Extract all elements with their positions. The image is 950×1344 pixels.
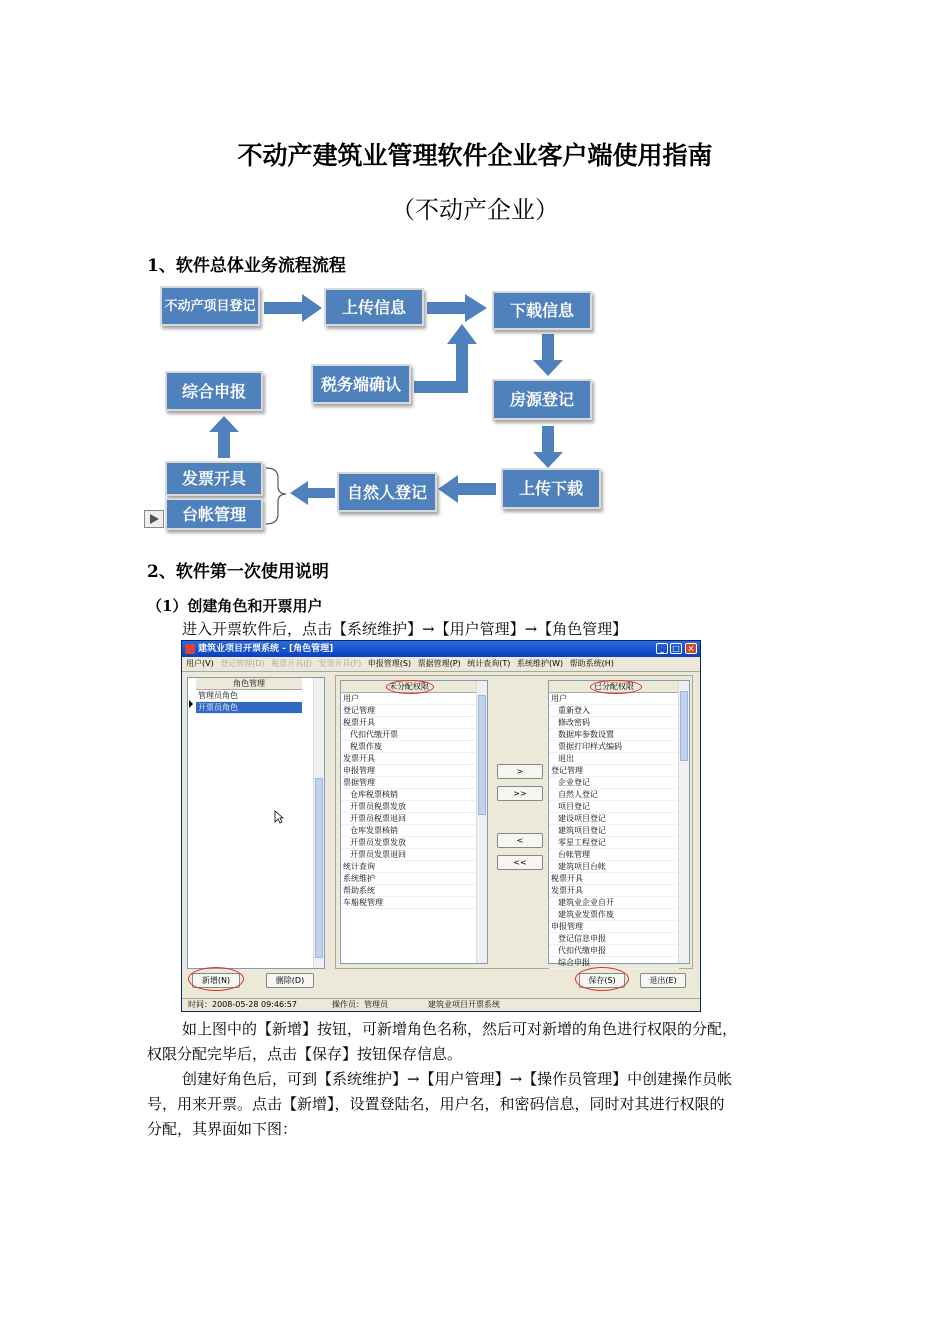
unassigned-permission-item[interactable]: 发票开具 (341, 753, 477, 765)
assigned-permission-item[interactable]: 登记信息申报 (549, 933, 679, 945)
arrow-left-1 (438, 475, 496, 503)
menu-bar (182, 657, 700, 672)
paragraph-add-role (147, 1017, 807, 1067)
unassigned-scrollbar[interactable] (476, 681, 487, 963)
unassigned-header: 未分配权限 (341, 681, 477, 693)
arrow-right-1 (264, 294, 322, 322)
flow-node-tax-confirm: 税务端确认 (311, 364, 411, 404)
status-time: 时间：2008-05-28 09:46:57 (188, 1000, 297, 1009)
menu-invoice[interactable]: 发票开具(F) (318, 659, 362, 668)
document-subtitle: （不动产企业） (391, 196, 559, 224)
highlight-circle-save (575, 967, 629, 991)
menu-register[interactable]: 登记管理(D) (220, 659, 265, 668)
unassigned-permission-item[interactable]: 车船税管理 (341, 897, 477, 909)
highlight-circle-unassigned (386, 680, 434, 694)
row-pointer-icon (189, 700, 193, 708)
highlight-circle-assigned (590, 680, 642, 694)
status-bar (182, 998, 700, 1011)
assigned-permission-item[interactable]: 建筑项目登记 (549, 825, 679, 837)
menu-statistics[interactable]: 统计查询(T) (467, 659, 511, 668)
unassigned-permission-item[interactable]: 开票员税票退回 (341, 813, 477, 825)
arrow-down-1 (533, 334, 563, 376)
unassigned-permission-item[interactable]: 申报管理 (341, 765, 477, 777)
assigned-permission-item[interactable]: 登记管理 (549, 765, 679, 777)
paragraph-create-operator-line3: 分配，其界面如下图： (147, 1120, 298, 1138)
assigned-permission-item[interactable]: 企业登记 (549, 777, 679, 789)
assigned-permission-item[interactable]: 自然人登记 (549, 789, 679, 801)
unassigned-permission-item[interactable]: 登记管理 (341, 705, 477, 717)
flow-node-upload-download: 上传下载 (501, 468, 601, 509)
arrow-down-2 (533, 426, 563, 468)
flow-node-upload-info: 上传信息 (324, 288, 424, 326)
assigned-scrollbar[interactable] (678, 681, 689, 963)
arrow-left-2 (290, 481, 335, 505)
unassigned-permissions-list (340, 680, 488, 964)
unassigned-permission-item[interactable]: 开票员发票发放 (341, 837, 477, 849)
save-button[interactable]: 保存(S) (579, 973, 625, 988)
assigned-permission-item[interactable]: 数据库参数设置 (549, 729, 679, 741)
assigned-permissions-list (548, 680, 690, 967)
menu-bills[interactable]: 票据管理(P) (417, 659, 461, 668)
flowchart (140, 282, 620, 532)
assigned-permission-item[interactable]: 建筑业企业自开 (549, 897, 679, 909)
close-button[interactable]: × (685, 643, 697, 654)
unassigned-permission-item[interactable]: 系统维护 (341, 873, 477, 885)
assigned-permission-item[interactable]: 税票开具 (549, 873, 679, 885)
mouse-cursor-icon (274, 810, 284, 824)
move-selected-left-button[interactable]: < (497, 833, 543, 848)
bracket-line (266, 468, 286, 524)
paragraph-add-role-line2: 权限分配完毕后，点击【保存】按钮保存信息。 (147, 1045, 463, 1063)
minimize-button[interactable]: _ (656, 643, 668, 654)
unassigned-permission-item[interactable]: 开票员税票发放 (341, 801, 477, 813)
move-selected-right-button[interactable]: > (497, 764, 543, 779)
subsection-heading-1: （1）创建角色和开票用户 (147, 597, 323, 615)
assigned-permission-item[interactable]: 重新登入 (549, 705, 679, 717)
assigned-permission-item[interactable]: 综合申报 (549, 957, 679, 969)
role-item-invoicer[interactable]: 开票员角色 (196, 702, 302, 714)
highlight-circle-add (188, 967, 244, 991)
role-list-scrollbar[interactable] (313, 678, 324, 968)
assigned-permission-item[interactable]: 发票开具 (549, 885, 679, 897)
role-list-panel (187, 677, 325, 969)
role-list-header: 角色管理 (196, 678, 302, 690)
assigned-permission-item[interactable]: 票据打印样式编码 (549, 741, 679, 753)
app-logo-icon (185, 644, 195, 654)
section-heading-2: 2、软件第一次使用说明 (147, 562, 329, 582)
unassigned-permission-item[interactable]: 仓库发票核销 (341, 825, 477, 837)
unassigned-permission-item[interactable]: 票据管理 (341, 777, 477, 789)
paragraph-intro: 进入开票软件后，点击【系统维护】→【用户管理】→【角色管理】 (182, 620, 628, 638)
arrow-up-1 (209, 416, 239, 458)
maximize-button[interactable]: □ (670, 643, 682, 654)
role-item-admin[interactable]: 管理员角色 (196, 690, 302, 702)
menu-user[interactable]: 用户(V) (186, 659, 214, 668)
unassigned-permission-item[interactable]: 用户 (341, 693, 477, 705)
paragraph-create-operator (147, 1067, 807, 1142)
unassigned-permission-item[interactable]: 税票开具 (341, 717, 477, 729)
flow-node-comprehensive-report: 综合申报 (165, 371, 263, 411)
paragraph-create-operator-line1: 创建好角色后，可到【系统维护】→【用户管理】→【操作员管理】中创建操作员帐 (182, 1070, 733, 1088)
unassigned-permission-item[interactable]: 帮助系统 (341, 885, 477, 897)
assigned-permission-item[interactable]: 建筑项目台帐 (549, 861, 679, 873)
unassigned-permission-item[interactable]: 代扣代缴开票 (341, 729, 477, 741)
unassigned-permission-item[interactable]: 仓库税票核销 (341, 789, 477, 801)
flow-node-ledger: 台帐管理 (165, 498, 263, 530)
assigned-permission-item[interactable]: 修改密码 (549, 717, 679, 729)
flow-node-housing-register: 房源登记 (492, 379, 592, 420)
delete-button[interactable]: 删除(D) (266, 973, 314, 988)
assigned-permission-item[interactable]: 建筑业发票作废 (549, 909, 679, 921)
paragraph-add-role-line1: 如上图中的【新增】按钮，可新增角色名称，然后可对新增的角色进行权限的分配， (182, 1020, 738, 1038)
role-management-window (181, 640, 701, 1012)
arrow-elbow-up (414, 324, 477, 393)
window-title: 建筑业项目开票系统 - [角色管理] (198, 644, 334, 654)
status-operator: 操作员：管理员 (332, 1000, 388, 1009)
assigned-permission-item[interactable]: 项目登记 (549, 801, 679, 813)
menu-report[interactable]: 申报管理(S) (367, 659, 412, 668)
status-system: 建筑业项目开票系统 (428, 1000, 500, 1009)
play-icon (144, 510, 164, 528)
menu-help[interactable]: 帮助系统(H) (569, 659, 614, 668)
unassigned-permission-item[interactable]: 税票作废 (341, 741, 477, 753)
assigned-permission-item[interactable]: 台帐管理 (549, 849, 679, 861)
flow-node-person-register: 自然人登记 (337, 472, 437, 512)
permission-area (335, 675, 693, 969)
move-all-left-button[interactable]: << (497, 855, 543, 870)
assigned-permission-item[interactable]: 退出 (549, 753, 679, 765)
paragraph-create-operator-line2: 号，用来开票。点击【新增】，设置登陆名，用户名，和密码信息，同时对其进行权限的 (147, 1095, 725, 1113)
unassigned-permission-item[interactable]: 统计查询 (341, 861, 477, 873)
document-title: 不动产建筑业管理软件企业客户端使用指南 (237, 141, 713, 170)
flow-node-invoice-issue: 发票开具 (165, 461, 263, 496)
assigned-header: 已分配权限 (549, 681, 679, 693)
section-heading-1: 1、软件总体业务流程流程 (147, 256, 346, 276)
assigned-permission-item[interactable]: 建设项目登记 (549, 813, 679, 825)
flow-node-download-info: 下载信息 (492, 291, 592, 330)
arrow-right-2 (427, 294, 487, 322)
add-button[interactable]: 新增(N) (192, 973, 240, 988)
unassigned-permission-item[interactable]: 开票员发票退回 (341, 849, 477, 861)
assigned-permission-item[interactable]: 代扣代缴申报 (549, 945, 679, 957)
assigned-permission-item[interactable]: 申报管理 (549, 921, 679, 933)
move-all-right-button[interactable]: >> (497, 786, 543, 801)
flow-node-project-register: 不动产项目登记 (160, 286, 260, 326)
menu-system[interactable]: 系统维护(W) (516, 659, 564, 668)
assigned-permission-item[interactable]: 用户 (549, 693, 679, 705)
window-titlebar (182, 641, 700, 657)
menu-tax-invoice[interactable]: 税票开具(J) (271, 659, 312, 668)
exit-button[interactable]: 退出(E) (640, 973, 686, 988)
assigned-permission-item[interactable]: 零星工程登记 (549, 837, 679, 849)
